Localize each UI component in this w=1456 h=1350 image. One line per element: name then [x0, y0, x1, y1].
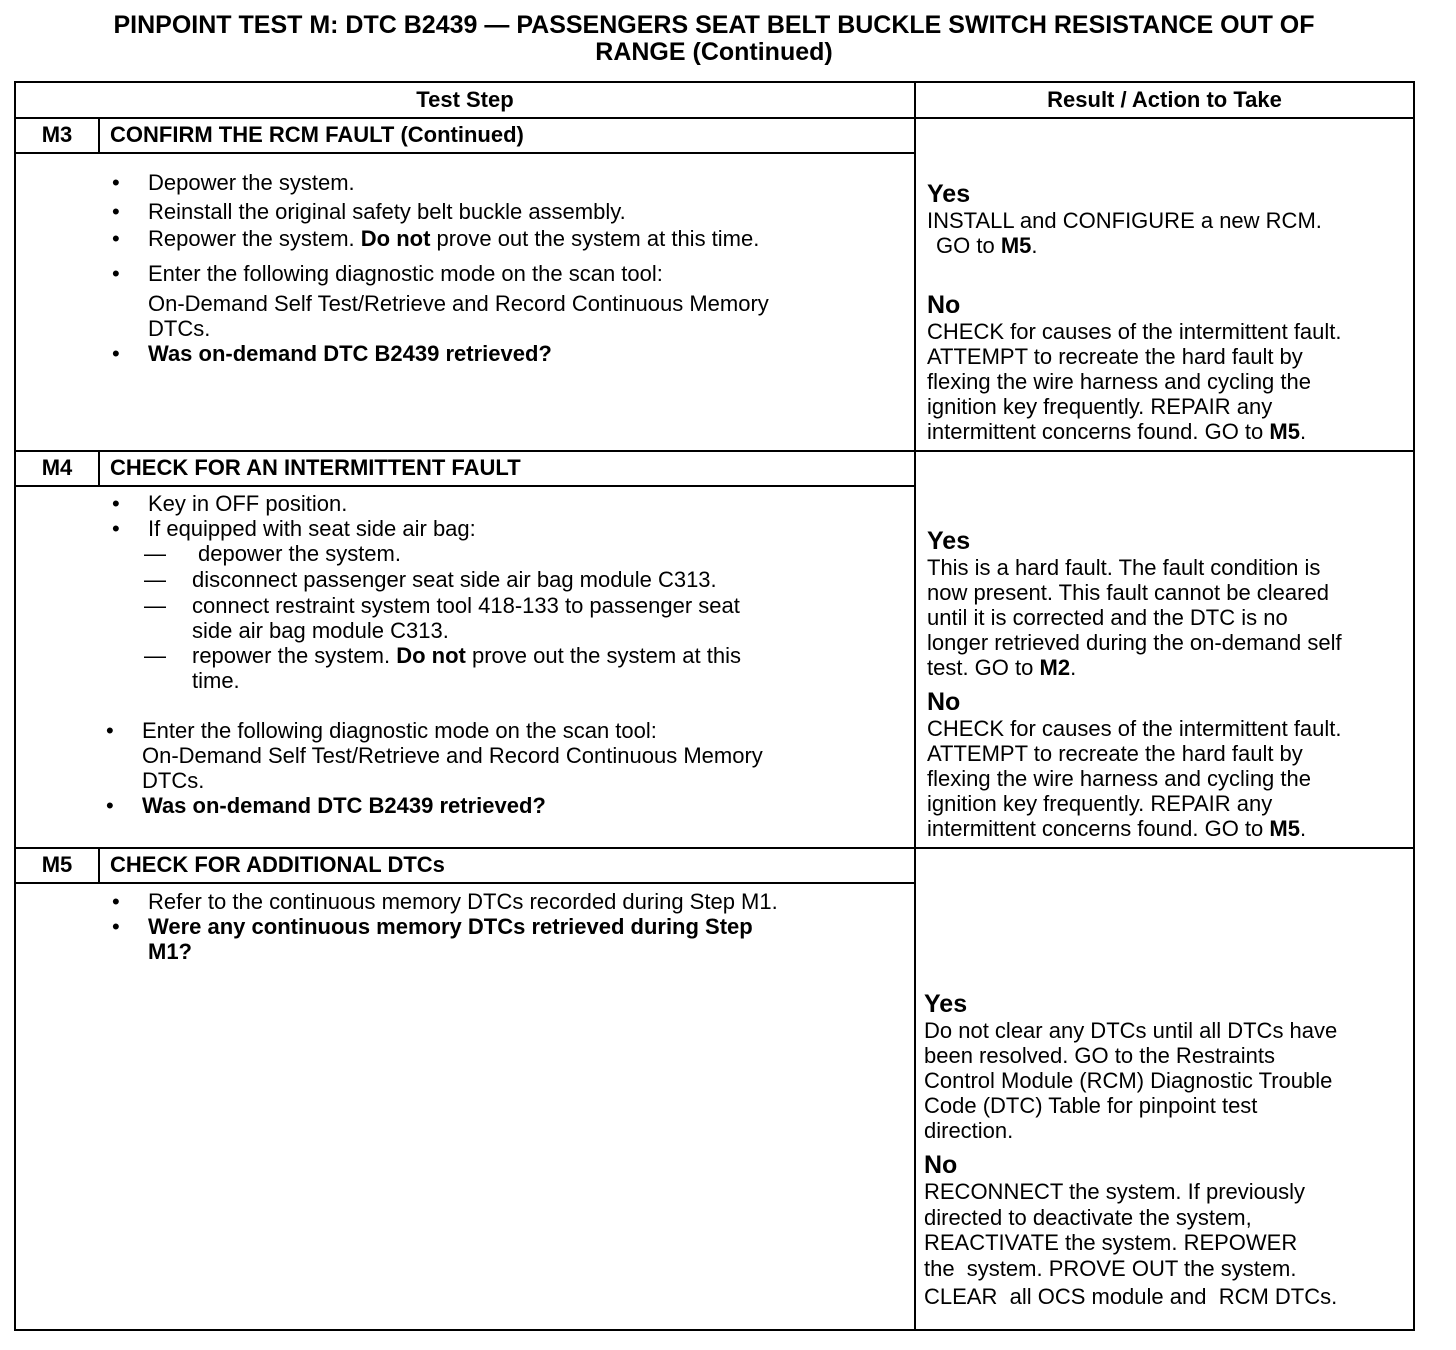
m4-no-text: ATTEMPT to recreate the hard fault by [927, 741, 1303, 766]
m3-no-text: ignition key frequently. REPAIR any [927, 394, 1273, 419]
bullet-icon: • [106, 793, 114, 818]
m3-yes-text: INSTALL and CONFIGURE a new RCM. [927, 208, 1322, 233]
m5-step-text: Refer to the continuous memory DTCs recorded during Step M1. [148, 889, 778, 914]
m3-step-text: On-Demand Self Test/Retrieve and Record Continuous Memory [148, 291, 769, 316]
step-title-m5: CHECK FOR ADDITIONAL DTCs [110, 852, 445, 877]
m3-step-text: DTCs. [148, 316, 211, 341]
m3-id-divider [98, 117, 100, 154]
m3-step-text: Repower the system. Do not prove out the system at this time. [148, 226, 760, 251]
pinpoint-test-table [14, 81, 1415, 1331]
m3-title-divider [16, 152, 914, 154]
bullet-icon: • [112, 341, 120, 366]
bullet-icon: • [112, 199, 120, 224]
m3-yes-text: GO to M5. [936, 233, 1038, 258]
m5-yes-text: Do not clear any DTCs until all DTCs have [924, 1018, 1338, 1043]
m5-yes-label: Yes [924, 990, 968, 1018]
page-title [14, 12, 1414, 66]
m4-step-question: Was on-demand DTC B2439 retrieved? [142, 793, 546, 818]
m3-step-text: Enter the following diagnostic mode on the scan tool: [148, 261, 663, 286]
m5-step-question: Were any continuous memory DTCs retrieved during Step [148, 914, 753, 939]
m5-yes-text: been resolved. GO to the Restraints [924, 1043, 1275, 1068]
m3-no-label: No [927, 291, 961, 319]
m5-no-text: the system. PROVE OUT the system. [924, 1256, 1297, 1281]
dash-icon: — [144, 567, 166, 592]
m4-substep-text: connect restraint system tool 418-133 to passenger seat [192, 593, 740, 618]
m5-title-divider [16, 882, 914, 884]
m5-id-divider [98, 847, 100, 884]
step-id-m4: M4 [41, 455, 73, 480]
m3-no-text: intermittent concerns found. GO to M5. [927, 419, 1307, 444]
header-result-action: Result / Action to Take [1047, 87, 1282, 112]
m4-yes-label: Yes [927, 527, 971, 555]
m4-yes-text: until it is corrected and the DTC is no [927, 605, 1288, 630]
m4-no-text: flexing the wire harness and cycling the [927, 766, 1311, 791]
m4-substep-text: depower the system. [198, 541, 401, 566]
m5-step-question: M1? [148, 939, 192, 964]
bullet-icon: • [112, 516, 120, 541]
m5-no-label: No [924, 1151, 958, 1179]
m4-step-text: If equipped with seat side air bag: [148, 516, 476, 541]
m4-step-text: Enter the following diagnostic mode on the scan tool: [142, 718, 657, 743]
m3-no-text: ATTEMPT to recreate the hard fault by [927, 344, 1303, 369]
m4-substep-text: time. [192, 668, 240, 693]
bullet-icon: • [112, 914, 120, 939]
column-divider [914, 83, 916, 1329]
bullet-icon: • [112, 170, 120, 195]
m4-no-text: CHECK for causes of the intermittent fault. [927, 716, 1342, 741]
m4-step-text: Key in OFF position. [148, 491, 348, 516]
m4-substep-text: repower the system. Do not prove out the system at this [192, 643, 742, 668]
step-title-m4: CHECK FOR AN INTERMITTENT FAULT [110, 455, 521, 480]
m4-yes-text: test. GO to M2. [927, 655, 1077, 680]
bullet-icon: • [112, 889, 120, 914]
title-line-1: PINPOINT TEST M: DTC B2439 — PASSENGERS SEAT BELT BUCKLE SWITCH RESISTANCE OUT OF [113, 11, 1315, 39]
m4-step-text: On-Demand Self Test/Retrieve and Record Continuous Memory [142, 743, 763, 768]
m5-yes-text: Control Module (RCM) Diagnostic Trouble [924, 1068, 1333, 1093]
m4-no-text: intermittent concerns found. GO to M5. [927, 816, 1307, 841]
m3-step-question: Was on-demand DTC B2439 retrieved? [148, 341, 552, 366]
m5-no-text: CLEAR all OCS module and RCM DTCs. [924, 1284, 1338, 1309]
m4-no-label: No [927, 688, 961, 716]
bullet-icon: • [112, 226, 120, 251]
m4-yes-text: longer retrieved during the on-demand self [927, 630, 1342, 655]
bullet-icon: • [112, 491, 120, 516]
step-id-m3: M3 [41, 122, 73, 147]
m3-no-text: flexing the wire harness and cycling the [927, 369, 1311, 394]
title-line-2: RANGE (Continued) [595, 38, 833, 66]
m5-no-text: REACTIVATE the system. REPOWER [924, 1230, 1298, 1255]
m5-no-text: RECONNECT the system. If previously [924, 1179, 1306, 1204]
m5-yes-text: direction. [924, 1118, 1014, 1143]
bullet-icon: • [112, 261, 120, 286]
dash-icon: — [144, 643, 166, 668]
m3-step-text: Depower the system. [148, 170, 355, 195]
m3-step-text: Reinstall the original safety belt buckle assembly. [148, 199, 626, 224]
m4-yes-text: now present. This fault cannot be cleared [927, 580, 1329, 605]
m4-substep-text: disconnect passenger seat side air bag module C313. [192, 567, 717, 592]
m4-yes-text: This is a hard fault. The fault condition is [927, 555, 1321, 580]
m3-yes-label: Yes [927, 180, 971, 208]
m4-no-text: ignition key frequently. REPAIR any [927, 791, 1273, 816]
m4-id-divider [98, 450, 100, 487]
header-test-step: Test Step [416, 87, 514, 112]
m5-yes-text: Code (DTC) Table for pinpoint test [924, 1093, 1258, 1118]
step-id-m5: M5 [41, 852, 73, 877]
m5-no-text: directed to deactivate the system, [924, 1205, 1252, 1230]
step-title-m3: CONFIRM THE RCM FAULT (Continued) [110, 122, 524, 147]
m4-title-divider [16, 485, 914, 487]
m4-step-text: DTCs. [142, 768, 205, 793]
m4-substep-text: side air bag module C313. [192, 618, 449, 643]
dash-icon: — [144, 593, 166, 618]
bullet-icon: • [106, 718, 114, 743]
dash-icon: — [144, 541, 166, 566]
m3-no-text: CHECK for causes of the intermittent fault. [927, 319, 1342, 344]
